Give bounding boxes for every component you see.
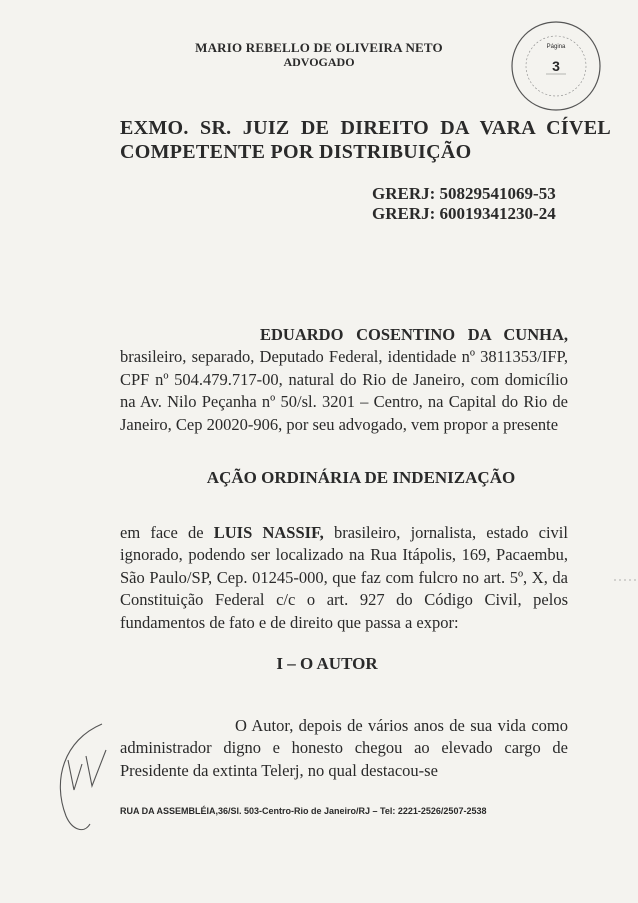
defendant-prefix: em face de	[120, 523, 214, 542]
author-paragraph	[120, 715, 568, 782]
lawyer-name: MARIO REBELLO DE OLIVEIRA NETO	[195, 40, 443, 55]
plaintiff-name: EDUARDO COSENTINO DA CUNHA,	[260, 325, 568, 344]
plaintiff-paragraph	[120, 324, 568, 436]
court-seal-stamp	[508, 18, 604, 114]
addressee-line-2: COMPETENTE POR DISTRIBUIÇÃO	[120, 141, 472, 163]
plaintiff-text: brasileiro, separado, Deputado Federal, identidade nº 3811353/IFP, CPF nº 504.479.717-00, natural do Rio de Janeiro, com domicílio na Av. Nilo Peçanha nº 50/sl. 3201 – Centro, na Capital do Rio de Janeiro, Cep 20020-906, por seu advogado, vem propor a presente	[120, 347, 568, 434]
grerj-2: GRERJ: 60019341230-24	[372, 204, 556, 223]
author-text: O Autor, depois de vários anos de sua vida como administrador digno e honesto chegou ao elevado cargo de Presidente da extinta Telerj, no qual destacou-se	[120, 716, 568, 780]
addressee-line-1: EXMO. SR. JUIZ DE DIREITO DA VARA CÍVEL	[120, 117, 612, 139]
handwritten-initials	[44, 720, 114, 840]
footer-address: RUA DA ASSEMBLÉIA,36/Sl. 503-Centro-Rio de Janeiro/RJ – Tel: 2221-2526/2507-2538	[120, 806, 487, 816]
defendant-paragraph	[120, 522, 568, 634]
defendant-name: LUIS NASSIF,	[213, 523, 324, 542]
seal-page-label: Página	[546, 44, 566, 50]
defendant-text: brasileiro, jornalista, estado civil ignorado, podendo ser localizado na Rua Itápolis, 169, Pacaembu, São Paulo/SP, Cep. 01245-000, que faz com fulcro no art. 5º, X, da Constituição Federal c/c o art. 927 do Código Civil, pelos fundamentos de fato e de direito que passa a expor:	[120, 523, 568, 632]
grerj-1: GRERJ: 50829541069-53	[372, 184, 556, 203]
scan-edge-marks	[612, 570, 638, 590]
seal-page-number: 3	[552, 58, 560, 74]
lawyer-title: ADVOGADO	[283, 55, 355, 69]
section-author-title: I – O AUTOR	[276, 654, 378, 673]
action-title: AÇÃO ORDINÁRIA DE INDENIZAÇÃO	[206, 468, 516, 487]
